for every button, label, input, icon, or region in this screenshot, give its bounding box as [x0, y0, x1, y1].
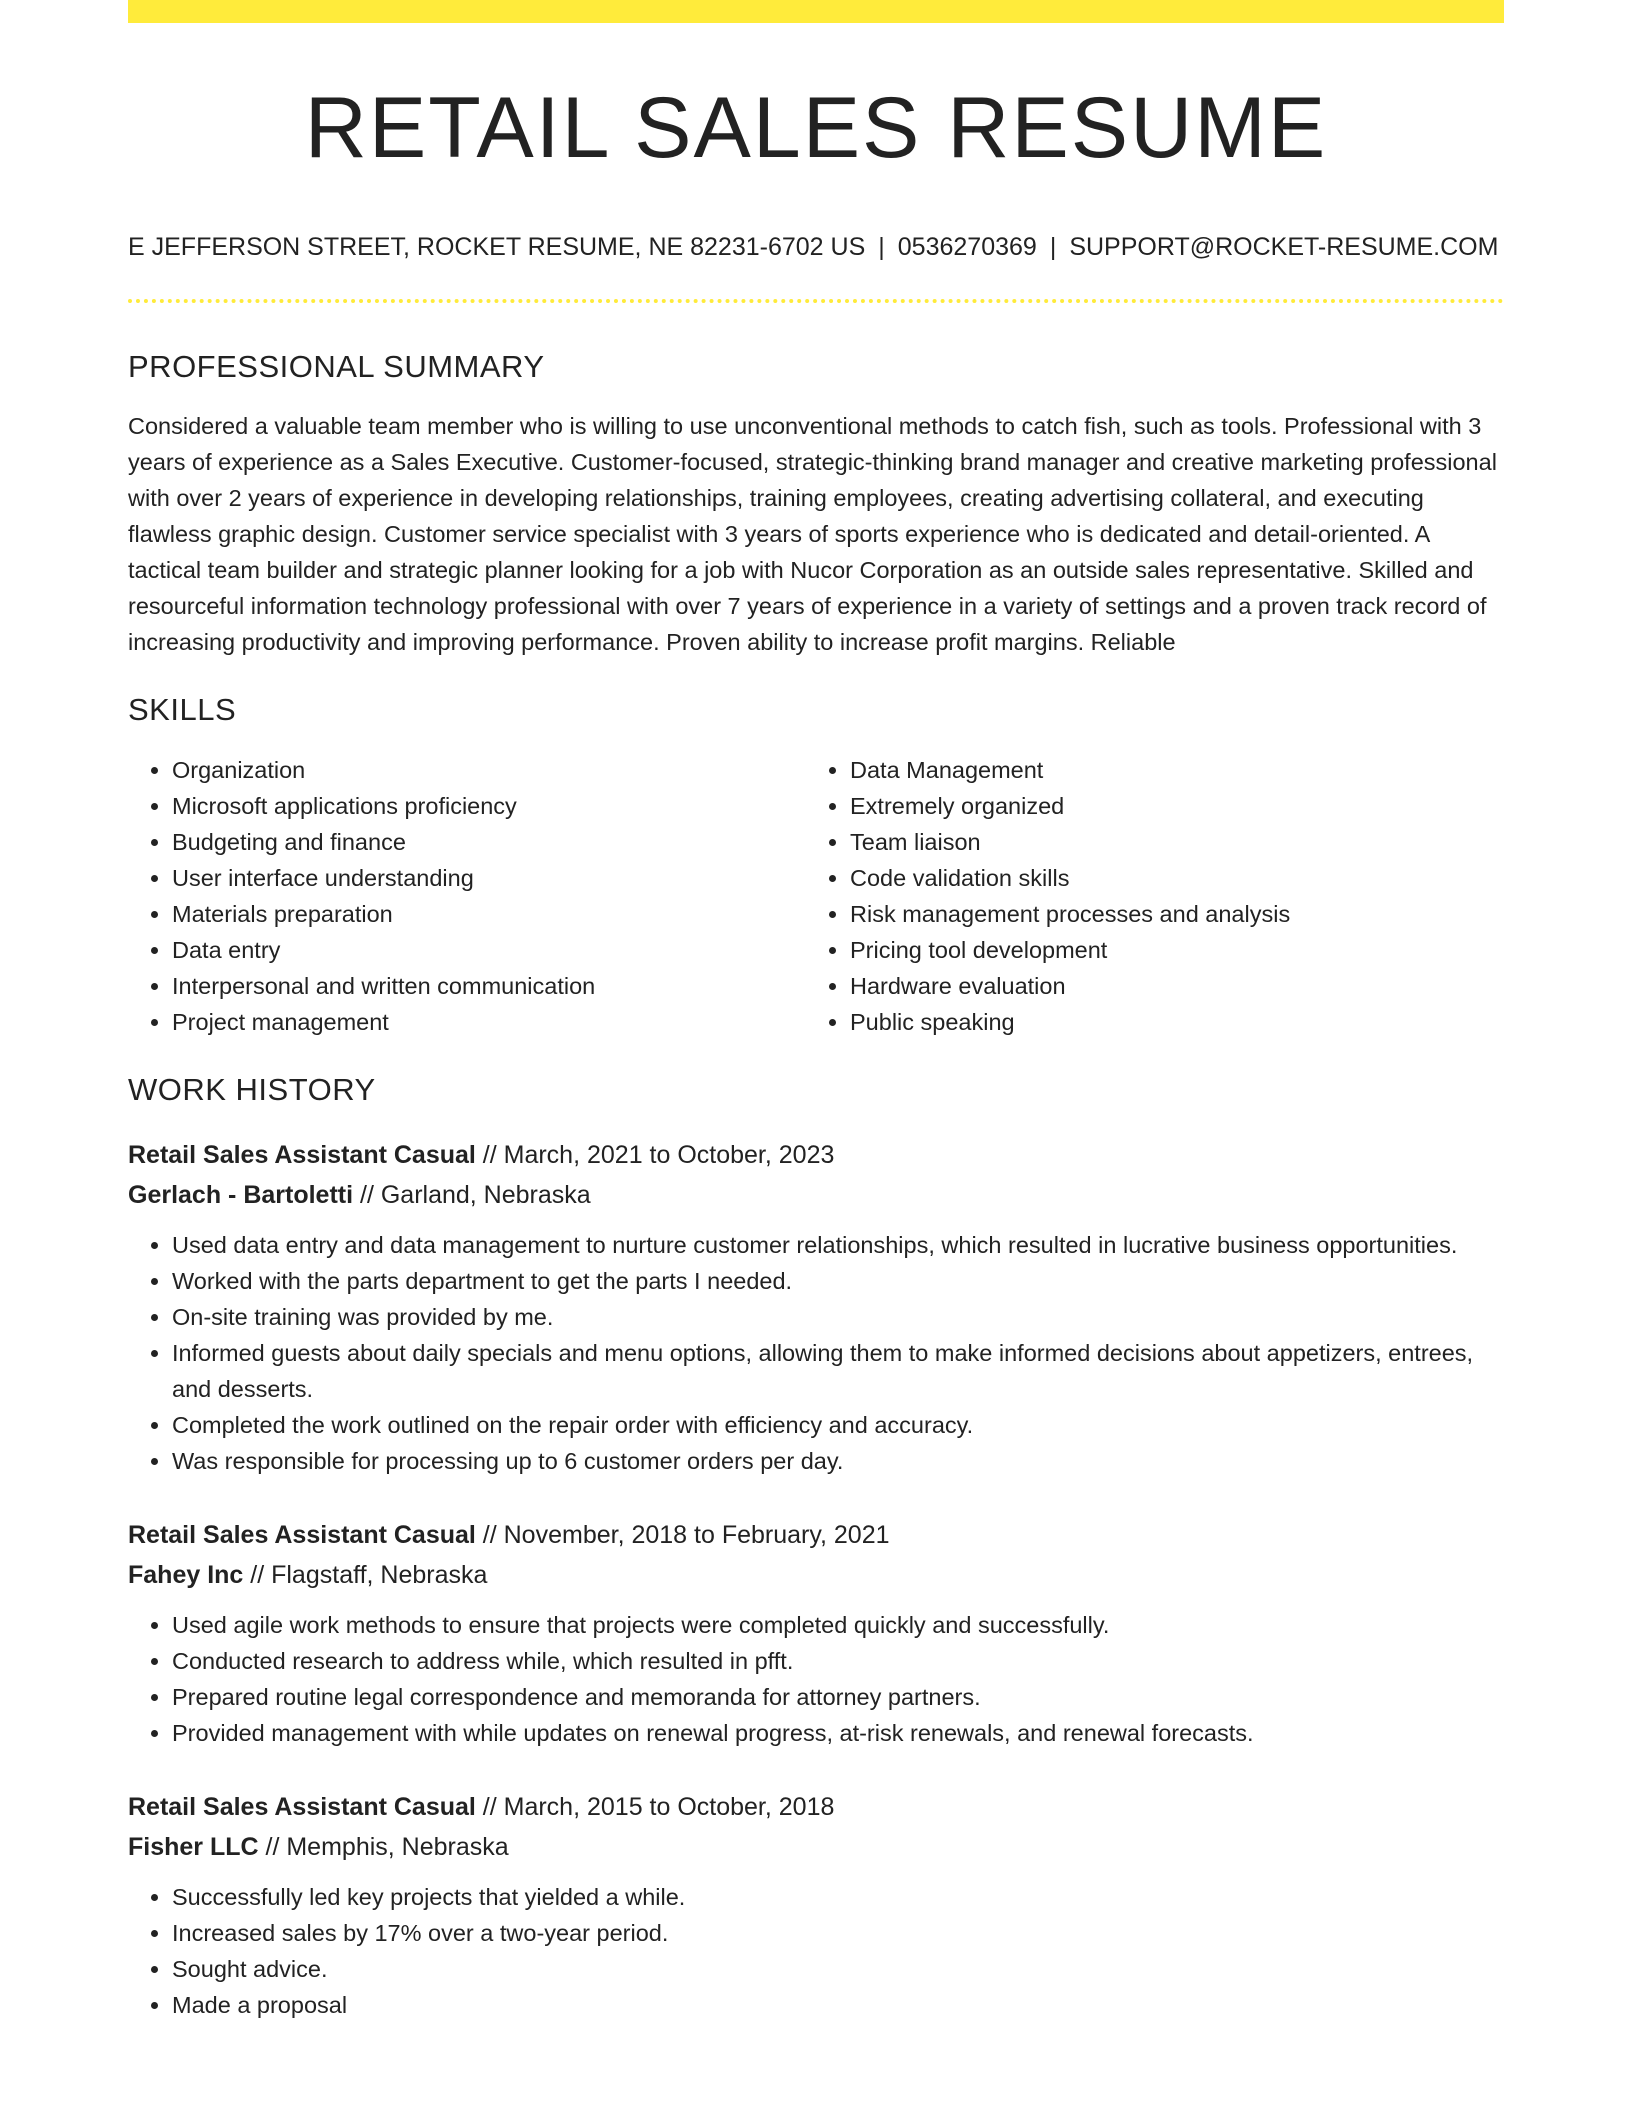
job-company: Fahey Inc: [128, 1560, 244, 1589]
contact-separator: |: [878, 233, 885, 261]
skill-item: • Microsoft applications proficiency: [172, 788, 806, 824]
job-title-line: [128, 1787, 1504, 1827]
job-title-line: [128, 1135, 1504, 1175]
contact-email: SUPPORT@ROCKET-RESUME.COM: [1069, 233, 1499, 261]
job-company-line: [128, 1175, 1504, 1215]
job-company-line: [128, 1827, 1504, 1867]
duty-item: • Sought advice.: [172, 1951, 1504, 1987]
duty-item: • Used agile work methods to ensure that projects were completed quickly and successfully.: [172, 1607, 1504, 1643]
duty-item: • Conducted research to address while, which resulted in pfft.: [172, 1643, 1504, 1679]
work-history-heading: WORK HISTORY: [128, 1072, 376, 1108]
contact-line: [128, 232, 1504, 262]
contact-separator: |: [1049, 233, 1057, 261]
job-title: Retail Sales Assistant Casual: [128, 1140, 476, 1169]
duty-item: • Used data entry and data management to nurture customer relationships, which resulted in lucrative business opportunities.: [172, 1227, 1504, 1263]
skill-item: • Data entry: [172, 932, 806, 968]
job-location: // Flagstaff, Nebraska: [243, 1560, 488, 1589]
duty-item: • Made a proposal: [172, 1987, 1504, 2023]
skill-item: • Team liaison: [850, 824, 1484, 860]
duty-item: • Informed guests about daily specials and menu options, allowing them to make informed decisions about appetizers, entrees, and desserts.: [172, 1335, 1504, 1407]
skill-item: • Extremely organized: [850, 788, 1484, 824]
job-location: // Memphis, Nebraska: [258, 1832, 509, 1861]
job-entry: [128, 1787, 1504, 2023]
skill-item: • Hardware evaluation: [850, 968, 1484, 1004]
skill-item: • Organization: [172, 752, 806, 788]
summary-text: Considered a valuable team member who is willing to use unconventional methods to catch fish, such as tools. Professional with 3 years of experience as a Sales Executive. Customer-focused, strategic-thinking brand manager and creative marketing professional with over 2 years of experience in developing relationships, training employees, creating advertising collateral, and executing flawless graphic design. Customer service specialist with 3 years of sports experience who is dedicated and detail-oriented. A tactical team builder and strategic planner looking for a job with Nucor Corporation as an outside sales representative. Skilled and resourceful information technology professional with over 7 years of experience in a variety of settings and a proven track record of increasing productivity and improving performance. Proven ability to increase profit margins. Reliable: [128, 413, 1497, 656]
contact-phone: 0536270369: [897, 233, 1037, 261]
job-location: // Garland, Nebraska: [353, 1180, 591, 1209]
job-title: Retail Sales Assistant Casual: [128, 1520, 476, 1549]
duty-item: • Was responsible for processing up to 6 customer orders per day.: [172, 1443, 1504, 1479]
summary-heading: PROFESSIONAL SUMMARY: [128, 349, 545, 384]
duty-item: • Successfully led key projects that yielded a while.: [172, 1879, 1504, 1915]
duty-item: • Increased sales by 17% over a two-year period.: [172, 1915, 1504, 1951]
skill-item: • Pricing tool development: [850, 932, 1484, 968]
dotted-divider: [128, 299, 1504, 303]
skills-list: [128, 752, 1504, 1040]
job-title: Retail Sales Assistant Casual: [128, 1792, 476, 1821]
job-duties: [128, 1607, 1504, 1751]
job-company: Fisher LLC: [128, 1832, 259, 1861]
accent-top-bar: [128, 0, 1504, 23]
job-entry: [128, 1135, 1504, 1479]
job-dates: // March, 2021 to October, 2023: [475, 1140, 835, 1169]
contact-address: E JEFFERSON STREET, ROCKET RESUME, NE 82231-6702 US: [128, 233, 866, 261]
job-title-line: [128, 1515, 1504, 1555]
skill-item: • Public speaking: [850, 1004, 1484, 1040]
resume-title: RETAIL SALES RESUME: [304, 80, 1328, 176]
job-company-line: [128, 1555, 1504, 1595]
skill-item: • Budgeting and finance: [172, 824, 806, 860]
skill-item: • Risk management processes and analysis: [850, 896, 1484, 932]
job-dates: // March, 2015 to October, 2018: [475, 1792, 835, 1821]
duty-item: • Prepared routine legal correspondence and memoranda for attorney partners.: [172, 1679, 1504, 1715]
job-company: Gerlach - Bartoletti: [128, 1180, 354, 1209]
skill-item: • User interface understanding: [172, 860, 806, 896]
resume-page: [128, 0, 1504, 2023]
skill-item: • Project management: [172, 1004, 806, 1040]
skill-item: • Code validation skills: [850, 860, 1484, 896]
skill-item: • Data Management: [850, 752, 1484, 788]
duty-item: • Completed the work outlined on the repair order with efficiency and accuracy.: [172, 1407, 1504, 1443]
skills-heading: SKILLS: [128, 692, 237, 728]
skill-item: • Interpersonal and written communication: [172, 968, 806, 1004]
job-duties: [128, 1879, 1504, 2023]
duty-item: • On-site training was provided by me.: [172, 1299, 1504, 1335]
duty-item: • Worked with the parts department to get the parts I needed.: [172, 1263, 1504, 1299]
skills-column-right: [806, 752, 1484, 1040]
job-entry: [128, 1515, 1504, 1751]
skill-item: • Materials preparation: [172, 896, 806, 932]
job-dates: // November, 2018 to February, 2021: [475, 1520, 890, 1549]
job-duties: [128, 1227, 1504, 1479]
duty-item: • Provided management with while updates on renewal progress, at-risk renewals, and renewal forecasts.: [172, 1715, 1504, 1751]
skills-column-left: [128, 752, 806, 1040]
